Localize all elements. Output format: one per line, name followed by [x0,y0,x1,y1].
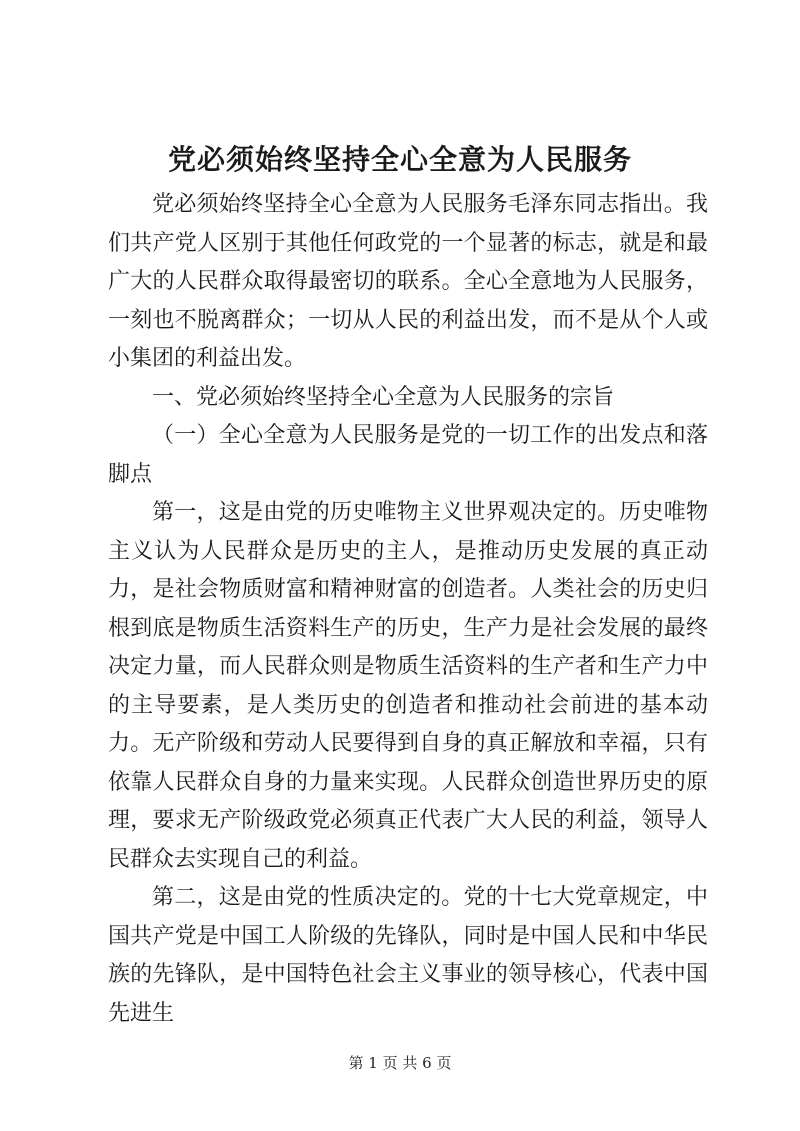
paragraph-second-point: 第二，这是由党的性质决定的。党的十七大党章规定，中国共产党是中国工人阶级的先锋队，同时是中国人民和中华民族的先锋队，是中国特色社会主义事业的领导核心，代表中国先进生 [108,885,708,1026]
subsection-heading-1: （一）全心全意为人民服务是党的一切工作的出发点和落脚点 [108,423,708,487]
document-title: 党必须始终坚持全心全意为人民服务 [167,143,632,176]
section-heading-1: 一、党必须始终坚持全心全意为人民服务的宗旨 [152,384,615,410]
document-body [108,186,708,1033]
page-number-footer: 第 1 页 共 6 页 [348,1054,452,1072]
paragraph-first-point: 第一，这是由党的历史唯物主义世界观决定的。历史唯物主义认为人民群众是历史的主人，是推动历史发展的真正动力，是社会物质财富和精神财富的创造者。人类社会的历史归根到底是物质生活资料生产的历史，生产力是社会发展的最终决定力量，而人民群众则是物质生活资料的生产者和生产力中的主导要素，是人类历史的创造者和推动社会前进的基本动力。无产阶级和劳动人民要得到自身的真正解放和幸福，只有依靠人民群众自身的力量来实现。人民群众创造世界历史的原理，要求无产阶级政党必须真正代表广大人民的利益，领导人民群众去实现自己的利益。 [108,500,708,872]
paragraph-intro: 党必须始终坚持全心全意为人民服务毛泽东同志指出。我们共产党人区别于其他任何政党的一个显著的标志，就是和最广大的人民群众取得最密切的联系。全心全意地为人民服务，一刻也不脱离群众；一切从人民的利益出发，而不是从个人或小集团的利益出发。 [108,192,708,371]
